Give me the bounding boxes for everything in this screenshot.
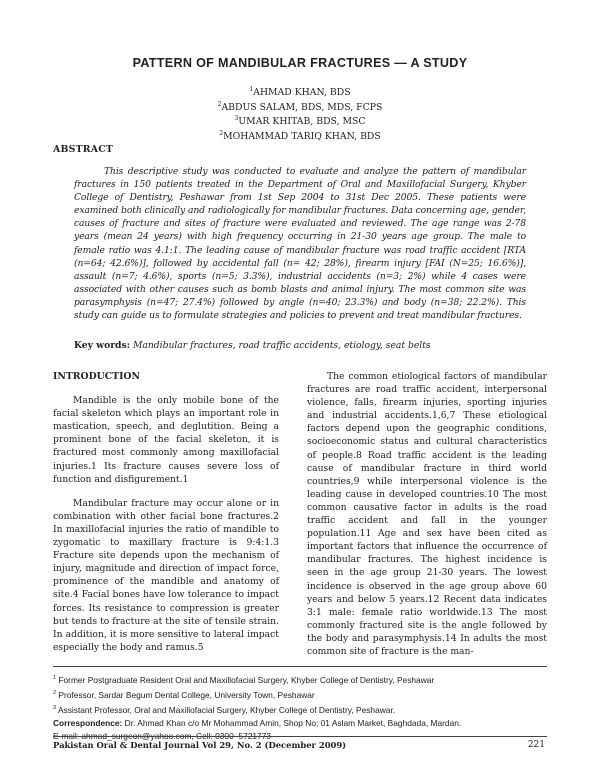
author-line: $^2$MOHAMMAD TARIQ KHAN, BDS [219,129,381,142]
paragraph: Mandible is the only mobile bone of the facial skeleton which plays an important role in mastication, speech, and deglutition. Being a prominent bone of the facial skeleton, it is fractured most commonly among maxillofacial injuries.1 Its fracture causes severe loss of function and disfigurement.1 [53,395,279,485]
article-title: PATTERN OF MANDIBULAR FRACTURES — A STUDY [132,56,468,70]
author-line: $^1$AHMAD KHAN, BDS [249,86,351,99]
paragraph: The common etiological factors of mandibular fractures are road traffic accident, interpersonal violence, falls, firearm injuries, sporting injuries and industrial accidents.1,6,7 These etiological factors depend upon the geographic conditions, socioeconomic status and cultural characteristics of people.8 Road traffic accident is the leading cause of mandibular fracture in third world countries,9 while interpersonal violence is the leading cause in developed countries.10 The most common causative factor in adults is the road traffic accident and fall in the younger population.11 Age and sex have been cited as important factors that influence the occurrence of mandibular fractures. The highest incidence is seen in the age group 21-30 years. The lowest incidence is observed in the age group above 60 years and below 5 years.12 Recent data indicates 3:1 male: female ratio worldwide.13 The most commonly fractured site is the angle followed by the body and parasymphysis.14 In adults the most common site of fracture is the man- [307,371,547,657]
abstract-heading: ABSTRACT [53,144,114,155]
footnotes [53,672,547,743]
footnote-divider [53,666,547,667]
abstract-text: This descriptive study was conducted to evaluate and analyze the pattern of mandibular fractures in 150 patients treated in the Department of Oral and Maxillofacial Surgery, Khyber College of Dentistry, Peshawar from 1st Sep 2004 to 31st Dec 2005. These patients were examined both clinically and radiologically for mandibular fractures. Data concerning age, gender, causes of fracture and sites of fracture were evaluated and reviewed. The age range was 2-78 years (mean 24 years) with high frequency occurring in 21-30 years age group. The male to female ratio was 4.1:1. The leading cause of mandibular fracture was road traffic accident [RTA (n=64; 42.6%)], followed by accidental fall (n= 42; 28%), firearm injury [FAI (N=25; 16.6%)], assault (n=7; 4.6%), sports (n=5; 3.3%), industrial accidents (n=3; 2%) while 4 cases were associated with other causes such as bomb blasts and animal injury. The most common site was parasymphysis (n=47; 27.4%) followed by angle (n=40; 23.3%) and body (n=38; 22.2%). This study can guide us to formulate strategies and policies to prevent and treat mandibular fractures. [74,166,526,322]
journal-footer [53,736,547,750]
paragraph: Mandibular fracture may occur alone or in combination with other facial bone fractures.2 In maxillofacial injuries the ratio of mandible to zygomatic to maxillary fracture is 9:4:1.3 Fracture site depends upon the mechanism of injury, magnitude and direction of impact force, prominence of the mandible and anatomy of site.4 Facial bones have low tolerance to impact forces. Its resistance to compression is greater but tends to fracture at the site of tensile strain. In addition, it is more sensitive to lateral impact especially the body and ramus.5 [53,497,279,653]
section-heading-introduction: INTRODUCTION [53,371,141,382]
author-line: $^2$ABDUS SALAM, BDS, MDS, FCPS [217,100,383,113]
keywords [74,340,534,351]
page-number: 221 [527,740,545,750]
keywords-text: Mandibular fractures, road traffic accidents, etiology, seat belts [132,340,431,351]
keywords-label: Key words: [74,340,131,351]
correspondence: Correspondence: Dr. Ahmad Khan c/o Mr Mohammad Amin, Shop No; 01 Aslam Market, Baghdada, Mardan. [53,718,462,728]
email-line: E-mail: ahmad_surgeon@yahoo.com, Cell: 0300–5721773 [53,731,272,742]
footnote: $^2$ Professor, Sardar Begum Dental College, University Town, Peshawar [53,689,315,700]
footnote: $^1$ Former Postgraduate Resident Oral and Maxillofacial Surgery, Khyber College of Dentistry, Peshawar [53,674,435,685]
author-list [0,84,600,142]
right-column [307,370,547,658]
footnote: $^3$ Assistant Professor, Oral and Maxillofacial Surgery, Khyber College of Dentistry, Peshawar. [53,704,396,715]
author-line: $^3$UMAR KHITAB, BDS, MSC [234,115,366,128]
left-column [53,370,279,654]
journal-citation: Pakistan Oral & Dental Journal Vol 29, No. 2 (December 2009) [53,740,347,750]
